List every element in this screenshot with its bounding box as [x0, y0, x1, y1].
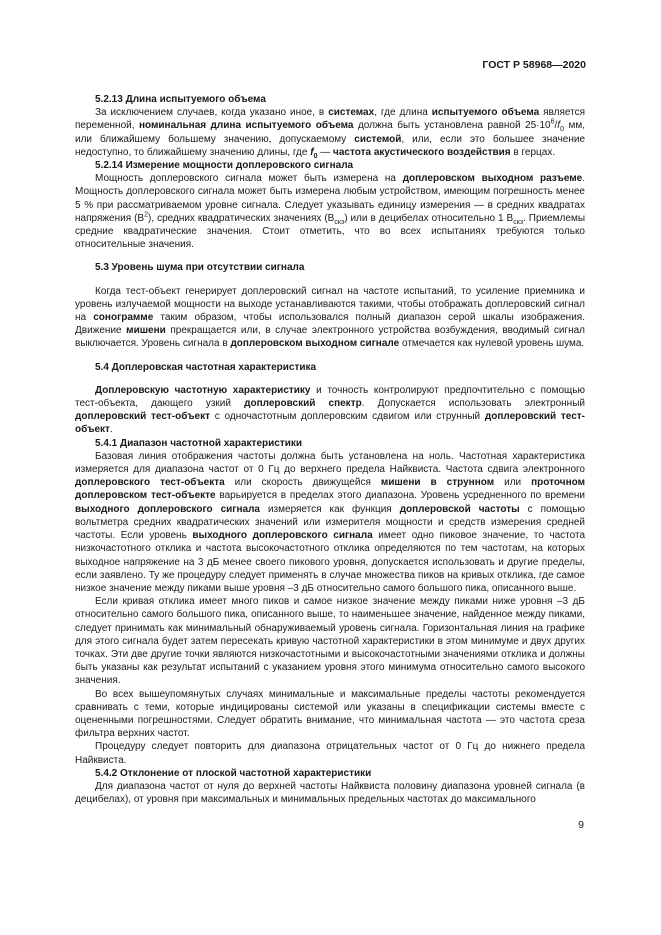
section-5-4-1-paragraph-1: Базовая линия отображения частоты должна быть установлена на ноль. Частотная характеристика измеряется для диапазона частот от 0 Гц до верхнего предела Найквиста. Частота сдвига электронного доплеровского тест-объекта или скорость движущейся мишени в струнном или проточном доплеровском тест-объекте варьируется в пределах этого диапазона. Уровень усредненного по времени выходного доплеровского сигнала измеряется как функция доплеровской частоты с помощью вольтметра средних квадратических значений или измерителя мощности и средств измерения средней частоты. Если уровень выходного доплеровского сигнала имеет одно пиковое значение, то частота низкочастотного отклика и частота высокочастотного отклика определяются по тем частотам, на которых выходное напряжение на 3 дБ менее своего пикового уровня, допускается использовать и другие пределы, если заявлено. Ту же процедуру следует применять в случае множества пиков на кривых отклика, где самое низкое значение между пиками выше уровня –3 дБ относительно самого большого пика, описанного выше.: [75, 450, 585, 594]
section-5-2-13-paragraph: За исключением случаев, когда указано иное, в системах, где длина испытуемого объема является переменной, номинальная длина испытуемого объема должна быть установлена равной $25\cdot 10^6/f_0$ мм, или ближайшему большему значению, допускаемому системой, или, если это большее значение недоступно, то ближайшему значению длины, где $f_0$ — частота акустического воздействия в герцах.: [75, 107, 586, 160]
section-5-2-14-paragraph: Мощность доплеровского сигнала может быть измерена на доплеровском выходном разъеме. Мощность доплеровского сигнала может быть измерена любым устройством, имеющим погрешность менее 5 % при рассматриваемом уровне сигнала. Следует указывать единицу измерения — в средних квадратах напряжения $(В^2)$, средних квадратических значениях $(В_{скз})$ или в децибелах относительно 1 $В_{скз}$. Приемлемы средние квадратические значения. Стоит отметить, что во всех испытаниях требуются только относительные значения.: [75, 173, 586, 251]
section-5-4-1-title: 5.4.1 Диапазон частотной характеристики: [95, 437, 303, 449]
section-5-4-1-paragraph-4: Процедуру следует повторить для диапазона отрицательных частот от 0 Гц до нижнего предела Найквиста.: [75, 741, 585, 766]
section-5-4-2-paragraph: Для диапазона частот от нуля до верхней частоты Найквиста половину диапазона уровней сигнала (в децибелах), от уровня при максимальных и минимальных предельных частотах до максимального: [75, 780, 585, 806]
section-5-4-2-title: 5.4.2 Отклонение от плоской частотной характеристики: [95, 767, 372, 779]
section-5-4-title: 5.4 Доплеровская частотная характеристика: [95, 361, 317, 373]
page-number: 9: [578, 819, 584, 831]
section-5-2-14-title: 5.2.14 Измерение мощности доплеровского сигнала: [95, 160, 354, 172]
document-header: ГОСТ Р 58968—2020: [482, 59, 586, 71]
section-5-2-13-title: 5.2.13 Длина испытуемого объема: [95, 94, 266, 105]
section-5-4-1-paragraph-2: Если кривая отклика имеет много пиков и самое низкое значение между пиками ниже уровня –3 дБ относительно самого большого пика, описанного выше, то наименьшее значение, найденное между пиками, следует принимать как минимальный обнаруживаемый уровень сигнала. Горизонтальная линия на графике для этого сигнала будет затем пересекать кривую частотной характеристики в этом минимуме и двух других точках. Эти две другие точки являются низкочастотными и высокочастотными значениями отклика и должны быть указаны как результат испытаний с указанием уровня этого минимума относительно самого высокого значения.: [75, 596, 585, 687]
page-content: [75, 93, 585, 806]
section-5-4-1-paragraph-3: Во всех вышеупомянутых случаях минимальные и максимальные пределы частоты рекомендуется сравнивать с теми, которые индицированы системой или указаны в спецификации системы вместе с оцененными погрешностями. Следует обратить внимание, что минимальная частота — это частота среза фильтра верхних частот.: [75, 688, 585, 740]
section-5-4-paragraph: Доплеровскую частотную характеристику и точность контролируют предпочтительно с помощью тест-объекта, дающего узкий доплеровский спектр. Допускается использовать электронный доплеровский тест-объект с одночастотным доплеровским сдвигом или струнный доплеровский тест-объект.: [75, 384, 585, 436]
section-5-3-title: 5.3 Уровень шума при отсутствии сигнала: [95, 262, 305, 274]
section-5-3-paragraph: Когда тест-объект генерирует доплеровский сигнал на частоте испытаний, то усиление приемника и уровень излучаемой мощности на выходе устанавливаются такими, чтобы отображать доплеровский сигнал на сонограмме таким образом, чтобы использовался полный диапазон серой шкалы изображения. Движение мишени прекращается или, в случае электронного устройства возбуждения, вводимый сигнал выключается. Уровень сигнала в доплеровском выходном сигнале отмечается как нулевой уровень шума.: [75, 285, 585, 350]
